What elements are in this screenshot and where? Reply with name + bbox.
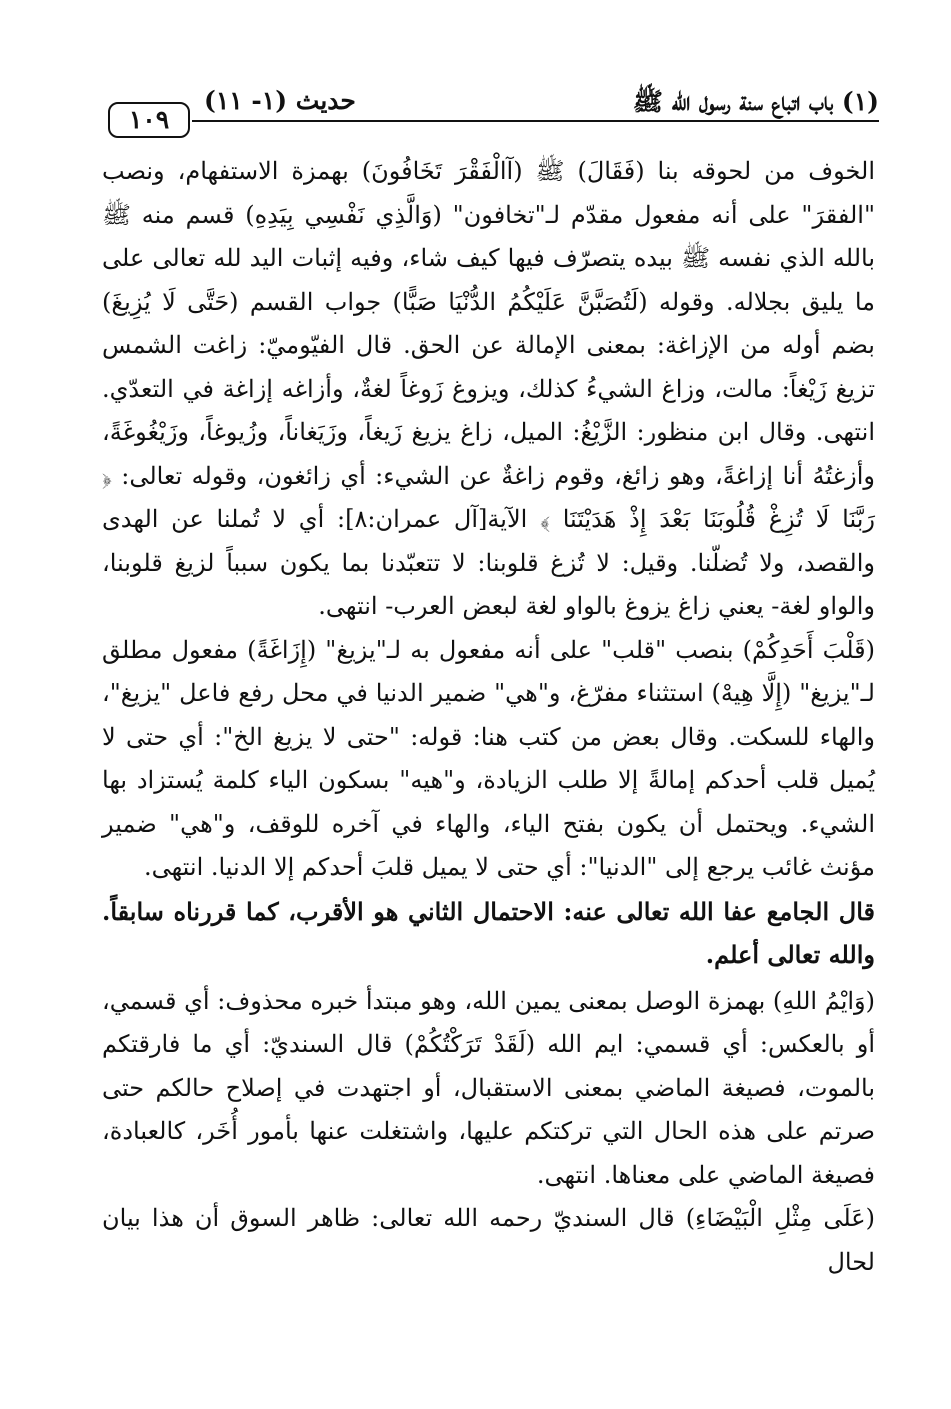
hadith-reference: حديث (١- ١١) xyxy=(204,86,356,115)
paragraph-3: قال الجامع عفا الله تعالى عنه: الاحتمال الثاني هو الأقرب، كما قررناه سابقاً. والله تعالى أعلم. xyxy=(102,896,875,969)
running-header xyxy=(108,84,879,134)
page-number: ١٠٩ xyxy=(108,102,190,138)
paragraph-2: (قَلْبَ أَحَدِكُمْ) بنصب "قلب" على أنه مفعول به لـ"يزيغ" (إِزَاغَةً) مفعول مطلق لـ"يزيغ" (إِلَّا هِيهْ) استثناء مفرّغ، و"هي" ضمير الدنيا في محل رفع فاعل "يزيغ"، والهاء للسكت. وقال بعض من كتب هنا: قوله: "حتى لا يزيغ الخ": أي حتى لا يُميل قلب أحدكم إمالةً إلا طلب الزيادة، و"هيه" بسكون الياء كلمة يُستزاد بها الشيء. ويحتمل أن يكون بفتح الياء، والهاء في آخره للوقف، و"هي" ضمير مؤنث غائب يرجع إلى "الدنيا": أي حتى لا يميل قلبَ أحدكم إلا الدنيا. انتهى. xyxy=(102,635,875,881)
body-text xyxy=(102,150,875,1284)
paragraph-4: (وَايْمُ اللهِ) بهمزة الوصل بمعنى يمين الله، وهو مبتدأ خبره محذوف: أي قسمي، أو بالعكس: أي قسمي: ايم الله (لَقَدْ تَرَكْتُكُمْ) قال السنديّ: أي ما فارقتكم بالموت، فصيغة الماضي بمعنى الاستقبال، أو اجتهدت في إصلاح حالكم حتى صرتم على هذه الحال التي تركتكم عليها، واشتغلت عنها بأمور أُخَر، كالعبادة، فصيغة الماضي على معناها. انتهى. xyxy=(102,986,875,1189)
chapter-title: (١) باب اتباع سنة رسول الله ﷺ xyxy=(632,87,879,116)
paragraph-5: (عَلَى مِثْلِ الْبَيْضَاءِ) قال السنديّ رحمه الله تعالى: ظاهر السوق أن هذا بيان لحال xyxy=(102,1204,875,1276)
paragraph-1: الخوف من لحوقه بنا (فَقَالَ) ﷺ (آالْفَقْرَ تَخَافُونَ) بهمزة الاستفهام، ونصب "الفقرَ" على أنه مفعول مقدّم لـ"تخافون" (وَالَّذِي نَفْسِي بِيَدِهِ) قسم منه ﷺ بالله الذي نفسه ﷺ بيده يتصرّف فيها كيف شاء، وفيه إثبات اليد لله تعالى على ما يليق بجلاله. وقوله (لَتُصَبَّنَّ عَلَيْكُمُ الدُّنْيَا صَبًّا) جواب القسم (حَتَّى لَا يُزِيغَ) بضم أوله من الإزاغة: بمعنى الإمالة عن الحق. قال الفيّوميّ: زاغت الشمس تزيغ زَيْغاً: مالت، وزاغ الشيءُ كذلك، ويزوغ زَوغاً لغةٌ، وأزاغه إزاغة في التعدّي. انتهى. وقال ابن منظور: الزَّيْغُ: الميل، زاغ يزيغ زَيغاً، وزَيَغاناً، وزُيوغاً، وزَيْغُوغَةً، وأزغتُهُ أنا إزاغةً، وهو زائغ، وقوم زاغةٌ عن الشيء: أي زائغون، وقوله تعالى: ﴿ رَبَّنَا لَا تُزِغْ قُلُوبَنَا بَعْدَ إِذْ هَدَيْتَنَا ﴾ الآية[آل عمران:٨]: أي لا تُملنا عن الهدى والقصد، ولا تُضلّنا. وقيل: لا تُزغ قلوبنا: لا تتعبّدنا بما يكون سبباً لزيغ قلوبنا، والواو لغة- يعني زاغ يزوغ بالواو لغة لبعض العرب- انتهى. xyxy=(102,157,875,620)
